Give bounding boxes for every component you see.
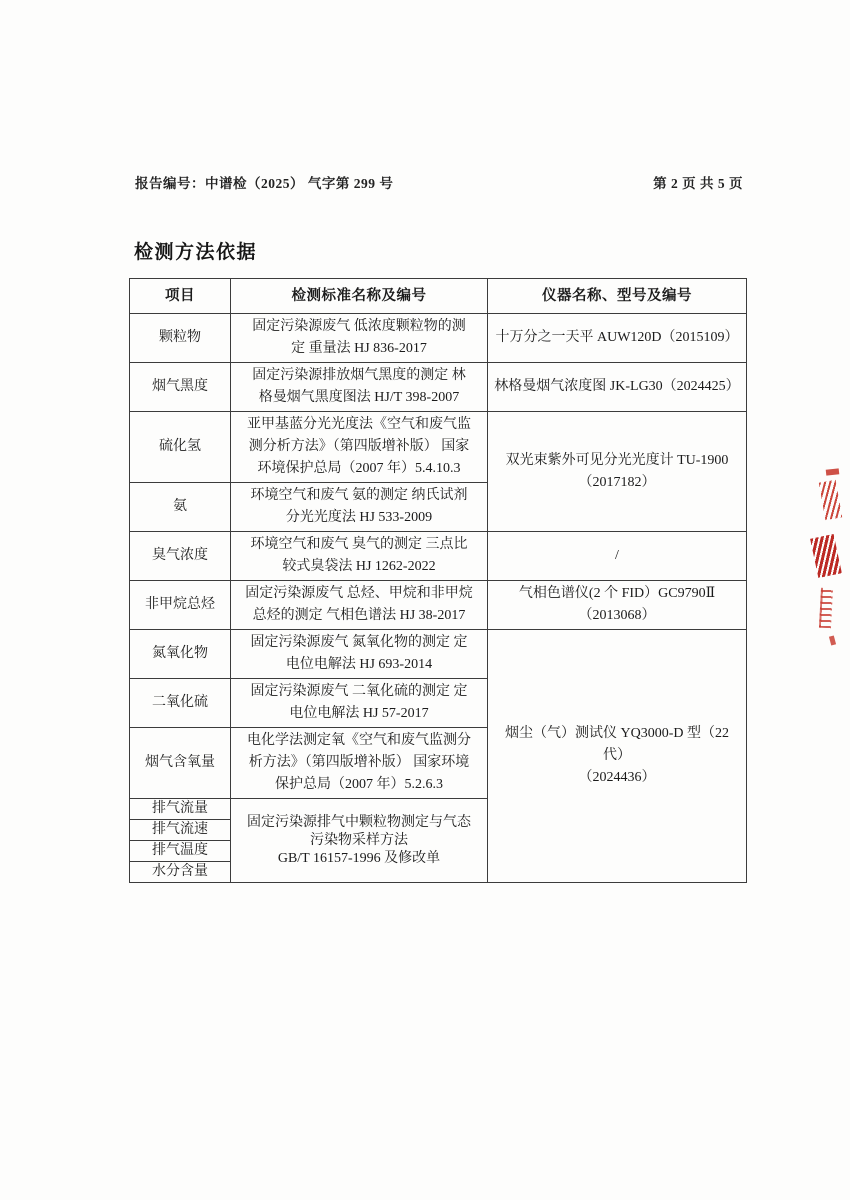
item-cell: 烟气含氧量 [130, 728, 231, 799]
item-cell: 二氧化硫 [130, 679, 231, 728]
instrument-cell: 林格曼烟气浓度图 JK-LG30（2024425） [488, 363, 747, 412]
item-cell: 硫化氢 [130, 412, 231, 483]
header-instrument: 仪器名称、型号及编号 [488, 279, 747, 314]
page-indicator: 第 2 页 共 5 页 [653, 176, 743, 191]
instrument-cell: 烟尘（气）测试仪 YQ3000-D 型（22 代） （2024436） [488, 630, 747, 883]
table-row [130, 581, 747, 630]
standard-cell: 电化学法测定氧《空气和废气监测分 析方法》（第四版增补版） 国家环境 保护总局（2007 年）5.2.6.3 [231, 728, 488, 799]
red-stamp-fragment-icon [826, 468, 840, 475]
table-row [130, 412, 747, 483]
red-stamp-fragment-icon [810, 534, 842, 578]
table-row [130, 314, 747, 363]
standard-cell: 固定污染源废气 二氧化硫的测定 定 电位电解法 HJ 57-2017 [231, 679, 488, 728]
item-cell: 水分含量 [130, 862, 231, 883]
instrument-cell: 气相色谱仪(2 个 FID）GC9790Ⅱ （2013068） [488, 581, 747, 630]
standard-cell: 固定污染源废气 总烃、甲烷和非甲烷 总烃的测定 气相色谱法 HJ 38-2017 [231, 581, 488, 630]
report-number: 报告编号：中谱检（2025） 气字第 299 号 [135, 176, 394, 191]
item-cell: 颗粒物 [130, 314, 231, 363]
instrument-cell: / [488, 532, 747, 581]
red-stamp-fragment-icon [819, 480, 842, 520]
item-cell: 臭气浓度 [130, 532, 231, 581]
item-cell: 烟气黑度 [130, 363, 231, 412]
standard-cell: 环境空气和废气 氨的测定 纳氏试剂 分光光度法 HJ 533-2009 [231, 483, 488, 532]
section-title: 检测方法依据 [134, 242, 258, 263]
table-row [130, 630, 747, 679]
item-cell: 排气流量 [130, 799, 231, 820]
page-header [135, 172, 743, 192]
instrument-cell: 十万分之一天平 AUW120D（2015109） [488, 314, 747, 363]
red-stamp-fragment-icon [819, 588, 833, 629]
item-cell: 排气流速 [130, 820, 231, 841]
item-cell: 排气温度 [130, 841, 231, 862]
standard-cell: 固定污染源废气 氮氧化物的测定 定 电位电解法 HJ 693-2014 [231, 630, 488, 679]
header-standard: 检测标准名称及编号 [231, 279, 488, 314]
item-cell: 氨 [130, 483, 231, 532]
standard-cell: 固定污染源废气 低浓度颗粒物的测 定 重量法 HJ 836-2017 [231, 314, 488, 363]
item-cell: 氮氧化物 [130, 630, 231, 679]
instrument-cell: 双光束紫外可见分光光度计 TU-1900 （2017182） [488, 412, 747, 532]
header-item: 项目 [130, 279, 231, 314]
methods-table [129, 278, 747, 883]
standard-cell: 固定污染源排放烟气黑度的测定 林 格曼烟气黑度图法 HJ/T 398-2007 [231, 363, 488, 412]
standard-cell: 亚甲基蓝分光光度法《空气和废气监 测分析方法》（第四版增补版） 国家 环境保护总局（2007 年）5.4.10.3 [231, 412, 488, 483]
standard-cell: 固定污染源排气中颗粒物测定与气态 污染物采样方法 GB/T 16157-1996 及修改单 [231, 799, 488, 883]
red-stamp-fragment-icon [829, 636, 836, 646]
table-row [130, 532, 747, 581]
standard-cell: 环境空气和废气 臭气的测定 三点比 较式臭袋法 HJ 1262-2022 [231, 532, 488, 581]
table-row [130, 363, 747, 412]
table-header-row [130, 279, 747, 314]
item-cell: 非甲烷总烃 [130, 581, 231, 630]
